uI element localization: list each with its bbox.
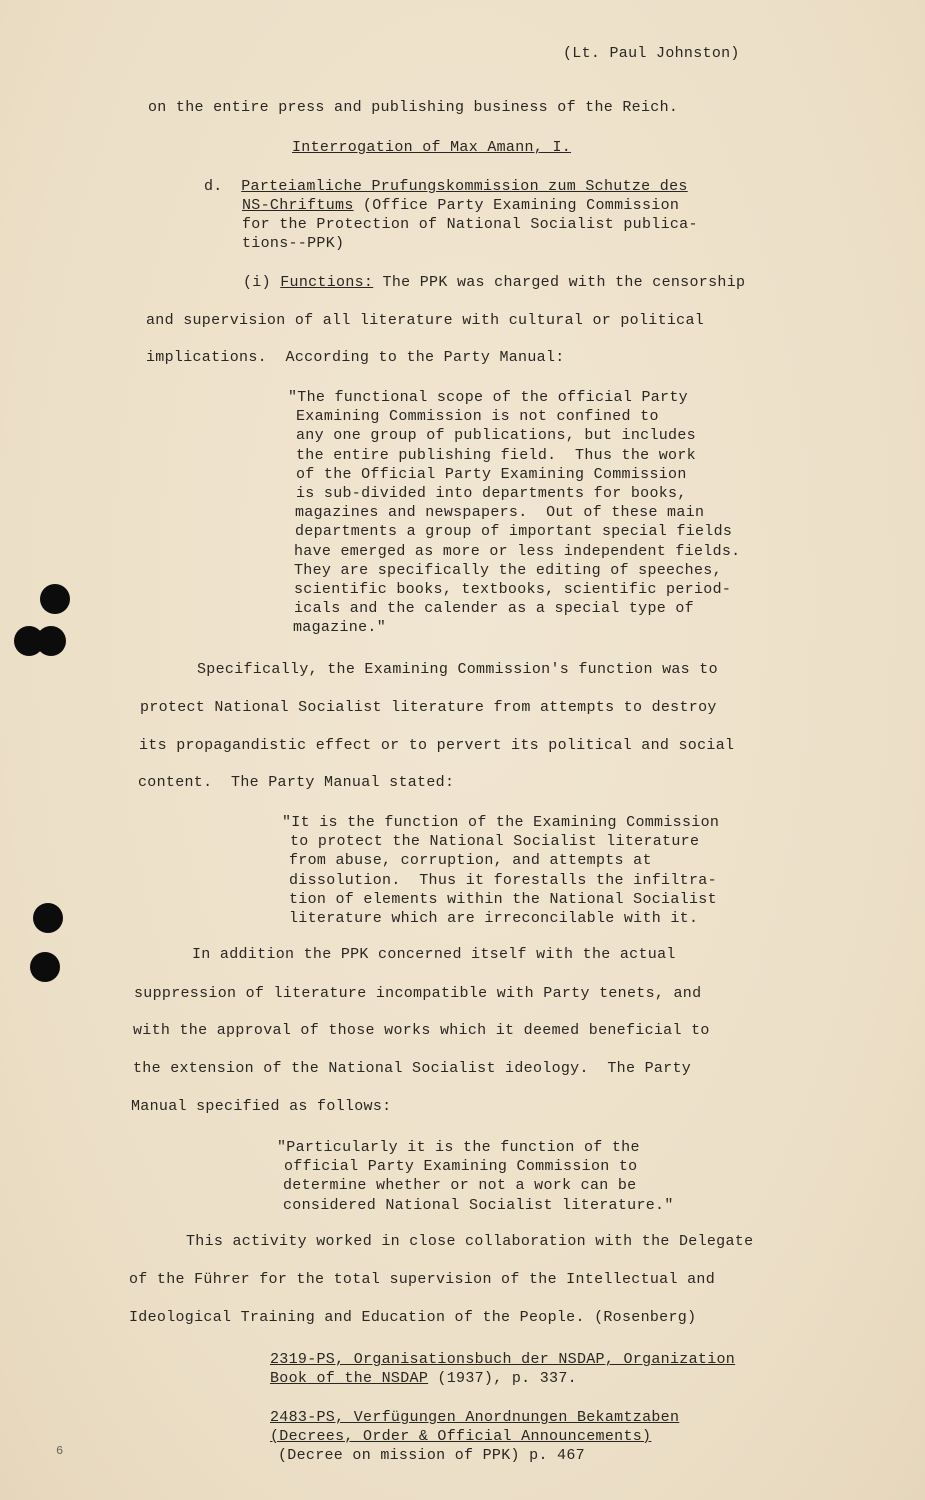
quote-3-line: "Particularly it is the function of the <box>277 1139 640 1156</box>
interrogation-heading: Interrogation of Max Amann, I. <box>292 139 572 156</box>
citation-1-line-1 <box>270 1350 735 1369</box>
functions-text-1: The PPK was charged with the censorship <box>373 274 746 291</box>
citation-2-translation: (Decrees, Order & Official Announcements) <box>270 1428 652 1445</box>
quote-1-line: Examining Commission is not confined to <box>296 408 659 426</box>
english-title-1: (Office Party Examining Commission <box>353 197 680 214</box>
quote-2 <box>282 813 719 928</box>
citation-1-ref: 2319-PS, <box>270 1351 345 1368</box>
quote-2-line: dissolution. Thus it forestalls the infiltra- <box>289 871 717 889</box>
citation-1-translation-a: , Organization <box>604 1351 736 1368</box>
quote-1-line: of the Official Party Examining Commission <box>296 465 687 483</box>
quote-2-line: tion of elements within the National Socialist <box>289 890 717 908</box>
quote-2-line: to protect the National Socialist literature <box>290 833 700 851</box>
para-3-line: In addition the PPK concerned itself with the actual <box>192 946 676 963</box>
para-3-line: the extension of the National Socialist ideology. The Party <box>133 1060 692 1077</box>
para-2-line: Specifically, the Examining Commission's function was to <box>197 661 718 678</box>
para-2-line: protect National Socialist literature from attempts to destroy <box>140 699 717 716</box>
citation-2-line-1 <box>270 1408 679 1427</box>
quote-3-line: determine whether or not a work can be <box>283 1177 637 1195</box>
quote-2-line: literature which are irreconcilable with it. <box>289 910 699 928</box>
citation-1-translation-b: Book of the NSDAP <box>270 1370 429 1387</box>
section-d-label: d. <box>204 178 223 195</box>
functions-line-3: implications. According to the Party Manual: <box>146 349 565 366</box>
para-3-line: Manual specified as follows: <box>131 1098 392 1115</box>
citation-1-line-2 <box>270 1369 577 1388</box>
quote-3-line: considered National Socialist literature." <box>283 1196 674 1214</box>
para-4-line: This activity worked in close collaboration with the Delegate <box>186 1233 754 1250</box>
punch-hole <box>30 952 60 982</box>
para-2-line: content. The Party Manual stated: <box>138 774 455 791</box>
quote-1-line: have emerged as more or less independent fields. <box>294 542 741 560</box>
functions-line-1 <box>243 273 745 292</box>
functions-label: (i) <box>243 274 271 291</box>
quote-1 <box>288 388 740 638</box>
para-4-line: of the Führer for the total supervision of the Intellectual and <box>129 1271 715 1288</box>
para-3-line: with the approval of those works which it deemed beneficial to <box>133 1022 710 1039</box>
citation-1-title: Organisationsbuch der NSDAP <box>344 1351 605 1368</box>
quote-1-line: scientific books, textbooks, scientific period- <box>294 581 732 599</box>
german-title-2: NS-Chriftums <box>242 197 354 214</box>
citation-2-title: Verfügungen Anordnungen Bekamtzaben <box>344 1409 680 1426</box>
quote-2-line: from abuse, corruption, and attempts at <box>289 852 652 870</box>
citation-2-note: (Decree on mission of PPK) p. 467 <box>278 1447 585 1464</box>
para-3-line: suppression of literature incompatible with Party tenets, and <box>134 985 702 1002</box>
quote-1-line: the entire publishing field. Thus the work <box>296 446 696 464</box>
punch-hole <box>36 626 66 656</box>
quote-1-line: magazines and newspapers. Out of these main <box>295 504 705 522</box>
quote-1-line: departments a group of important special fields <box>295 523 733 541</box>
quote-1-line: any one group of publications, but includes <box>296 427 696 445</box>
quote-3-line: official Party Examining Commission to <box>284 1158 638 1176</box>
quote-1-line: They are specifically the editing of speeches, <box>294 561 722 579</box>
section-d <box>204 177 688 196</box>
quote-1-line: "The functional scope of the official Party <box>288 389 688 406</box>
citation-1-tail: (1937), p. 337. <box>428 1370 577 1387</box>
intro-line: on the entire press and publishing business of the Reich. <box>148 99 679 116</box>
quote-3 <box>277 1138 674 1215</box>
english-title-3: tions--PPK) <box>242 235 345 252</box>
attribution: (Lt. Paul Johnston) <box>563 45 740 62</box>
page-mark: 6 <box>56 1444 64 1458</box>
para-2-line: its propagandistic effect or to pervert its political and social <box>139 737 735 754</box>
english-title-2: for the Protection of National Socialist publica- <box>242 216 698 233</box>
quote-2-line: "It is the function of the Examining Commission <box>282 814 720 831</box>
quote-1-line: icals and the calender as a special type of <box>294 600 694 618</box>
punch-hole <box>33 903 63 933</box>
quote-1-line: magazine." <box>293 619 387 637</box>
functions-heading: Functions: <box>280 274 374 291</box>
quote-1-line: is sub-divided into departments for books, <box>296 485 687 503</box>
section-d-line-2 <box>242 196 679 215</box>
para-4-line: Ideological Training and Education of the People. (Rosenberg) <box>129 1309 697 1326</box>
punch-hole <box>40 584 70 614</box>
german-title-1: Parteiamliche Prufungskommission zum Schutze des <box>241 178 688 195</box>
functions-line-2: and supervision of all literature with cultural or political <box>146 312 705 329</box>
citation-2-ref: 2483-PS, <box>270 1409 345 1426</box>
